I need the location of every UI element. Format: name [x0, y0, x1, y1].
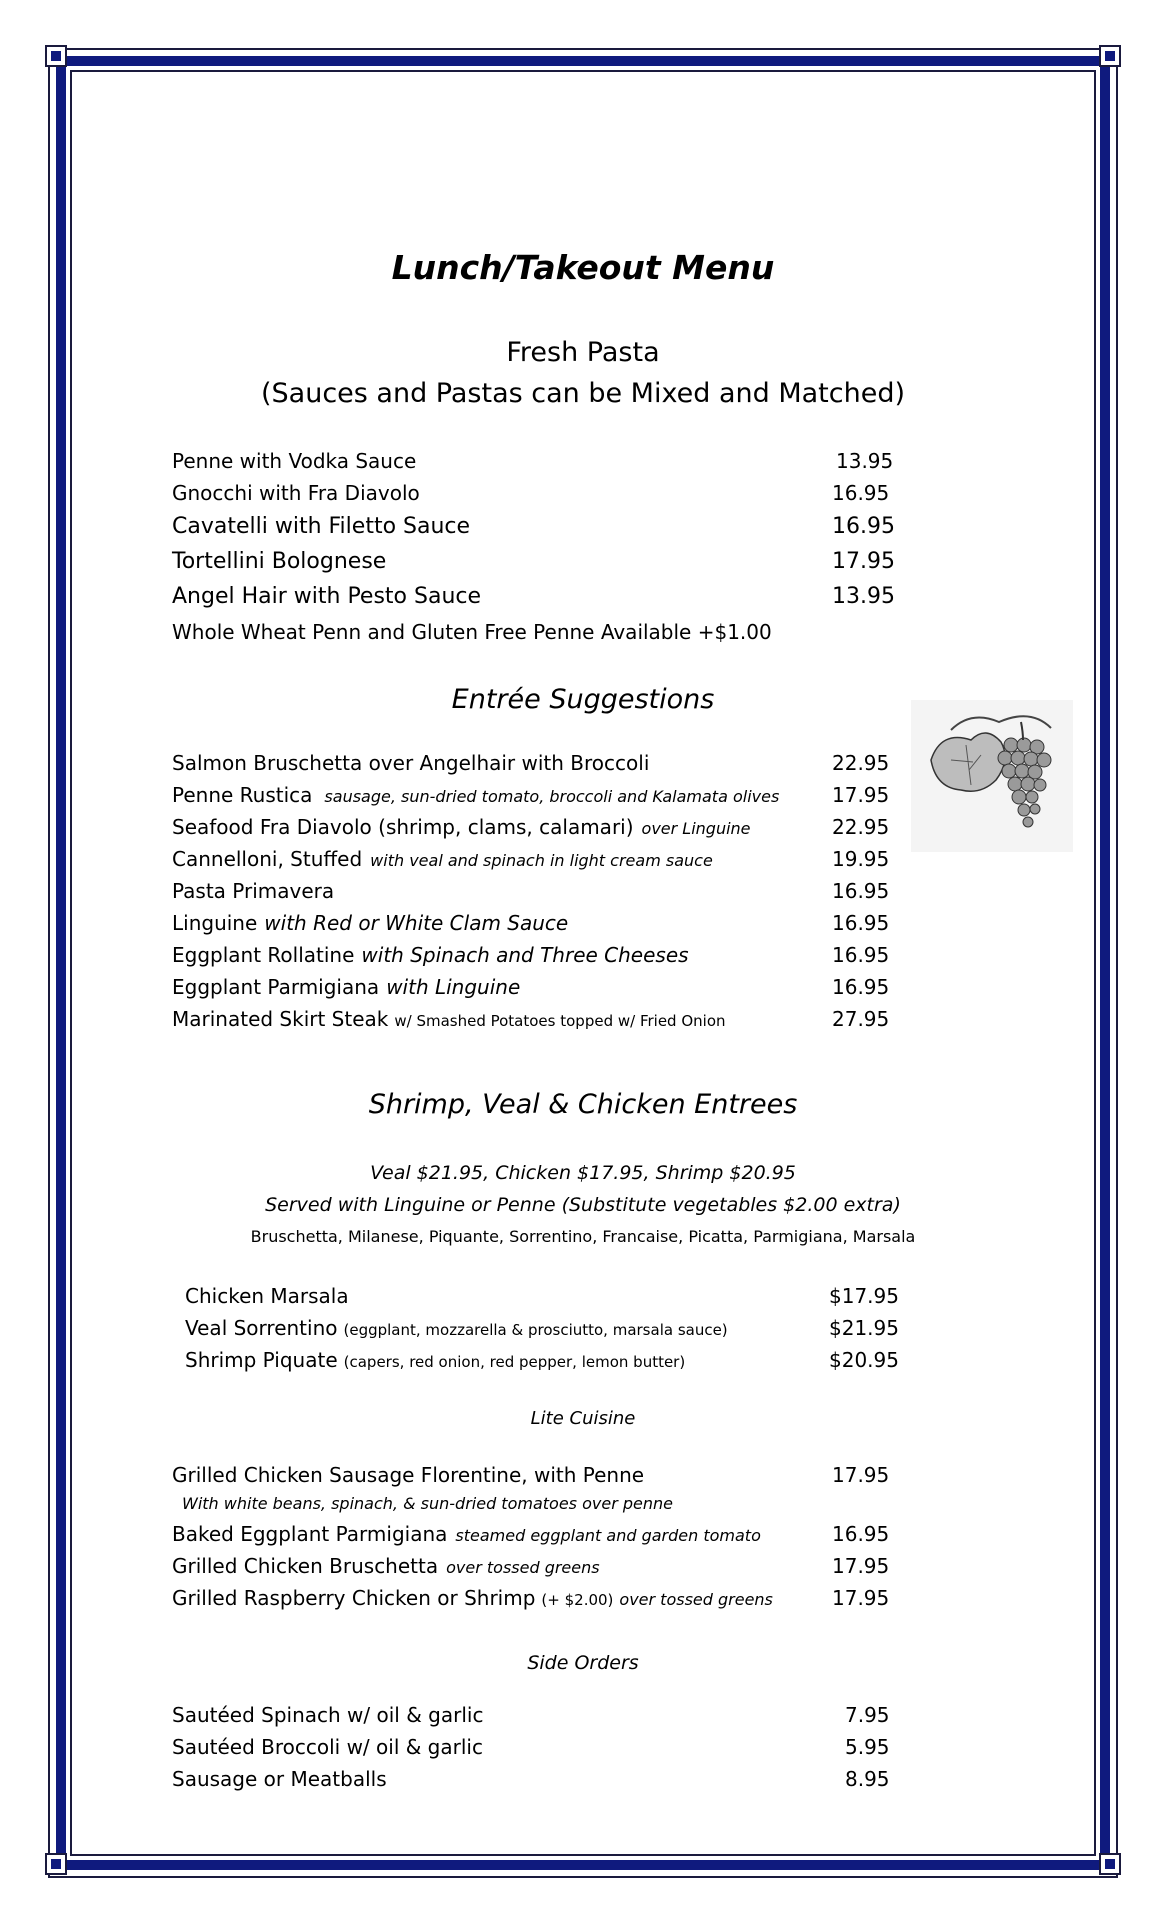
item-name: Penne Rustica: [172, 783, 313, 807]
menu-item: [172, 1522, 912, 1552]
item-price: 13.95: [836, 449, 894, 473]
corner-ornament: [1099, 45, 1121, 67]
menu-item: [172, 943, 912, 973]
item-price: $20.95: [829, 1348, 899, 1372]
item-price: 17.95: [832, 1554, 890, 1578]
item-name: Seafood Fra Diavolo (shrimp, clams, calamari): [172, 815, 634, 839]
corner-ornament: [45, 45, 67, 67]
item-name: Eggplant Parmigiana: [172, 975, 380, 999]
item-name: Linguine: [172, 911, 258, 935]
item-price: 8.95: [845, 1767, 890, 1791]
menu-item: [172, 751, 912, 781]
item-name: Eggplant Rollatine: [172, 943, 355, 967]
item-name: Gnocchi with Fra Diavolo: [172, 481, 420, 505]
menu-item: [172, 1554, 912, 1584]
menu-item: [172, 847, 912, 877]
entree-heading: Entrée Suggestions: [451, 684, 715, 715]
menu-item: [172, 1463, 912, 1493]
item-price: 22.95: [832, 751, 890, 775]
item-price: 19.95: [832, 847, 890, 871]
item-price: 16.95: [832, 1522, 890, 1546]
menu-item: [172, 911, 912, 941]
svc-prices-line: Veal $21.95, Chicken $17.95, Shrimp $20.95: [370, 1162, 796, 1184]
item-price: 16.95: [832, 943, 890, 967]
menu-item: [172, 975, 912, 1005]
item-price: 16.95: [832, 975, 890, 999]
item-name: Chicken Marsala: [185, 1284, 349, 1308]
item-price: 22.95: [832, 815, 890, 839]
item-name: Penne with Vodka Sauce: [172, 449, 417, 473]
menu-item: [172, 549, 912, 579]
fresh-pasta-subheading: (Sauces and Pastas can be Mixed and Matched): [260, 378, 906, 409]
lite-heading: Lite Cuisine: [530, 1408, 636, 1429]
item-price: 7.95: [845, 1703, 890, 1727]
item-description: with veal and spinach in light cream sauce: [370, 851, 713, 870]
item-description: over tossed greens: [619, 1590, 773, 1609]
item-price: 16.95: [832, 481, 890, 505]
menu-item: [172, 1767, 912, 1797]
pasta-note: [172, 620, 912, 650]
item-price: 16.95: [832, 911, 890, 935]
grape-illustration: [911, 700, 1073, 852]
item-description: with Linguine: [386, 975, 521, 999]
item-name: Tortellini Bolognese: [172, 549, 387, 574]
item-name: Angel Hair with Pesto Sauce: [172, 584, 482, 609]
menu-item: [172, 879, 912, 909]
menu-item: [172, 1735, 912, 1765]
item-name: Baked Eggplant Parmigiana: [172, 1522, 448, 1546]
item-name: Cavatelli with Filetto Sauce: [172, 514, 471, 539]
svc-styles-line: Bruschetta, Milanese, Piquante, Sorrentino, Francaise, Picatta, Parmigiana, Marsala: [250, 1227, 916, 1246]
item-description: (capers, red onion, red pepper, lemon butter): [343, 1353, 686, 1371]
item-name: Cannelloni, Stuffed: [172, 847, 363, 871]
svc-heading: Shrimp, Veal & Chicken Entrees: [368, 1089, 798, 1120]
item-price: 17.95: [832, 549, 895, 574]
menu-title: Lunch/Takeout Menu: [391, 248, 775, 287]
item-name: Grilled Chicken Sausage Florentine, with Penne: [172, 1463, 645, 1487]
item-name: Pasta Primavera: [172, 879, 335, 903]
menu-item: [172, 1703, 912, 1733]
item-name: Sautéed Broccoli w/ oil & garlic: [172, 1735, 483, 1759]
menu-item: [185, 1348, 925, 1378]
item-price: 17.95: [832, 1463, 890, 1487]
item-description: with Spinach and Three Cheeses: [361, 943, 689, 967]
item-name: Veal Sorrentino: [185, 1316, 338, 1340]
item-price: 16.95: [832, 514, 895, 539]
menu-item: [172, 514, 912, 544]
menu-item: [185, 1316, 925, 1346]
menu-item: [172, 1586, 912, 1616]
item-name: Sausage or Meatballs: [172, 1767, 387, 1791]
item-price: 17.95: [832, 783, 890, 807]
fresh-pasta-heading: Fresh Pasta: [506, 337, 660, 368]
sides-heading: Side Orders: [527, 1652, 639, 1674]
item-price: 27.95: [832, 1007, 890, 1031]
item-description: w/ Smashed Potatoes topped w/ Fried Onion: [394, 1012, 726, 1030]
svc-served-line: Served with Linguine or Penne (Substitute vegetables $2.00 extra): [265, 1194, 901, 1216]
item-price: 16.95: [832, 879, 890, 903]
menu-item: [172, 481, 912, 511]
corner-ornament: [1099, 1853, 1121, 1875]
menu-item: [172, 815, 912, 845]
item-description: over Linguine: [641, 819, 751, 838]
corner-ornament: [45, 1853, 67, 1875]
note-text: Whole Wheat Penn and Gluten Free Penne Available +$1.00: [172, 620, 772, 644]
item-name: Salmon Bruschetta over Angelhair with Broccoli: [172, 751, 650, 775]
item-name: Marinated Skirt Steak: [172, 1007, 389, 1031]
item-description: with Red or White Clam Sauce: [264, 911, 569, 935]
item-description: (eggplant, mozzarella & prosciutto, marsala sauce): [343, 1321, 728, 1339]
item-price: 17.95: [832, 1586, 890, 1610]
menu-item: [172, 584, 912, 614]
menu-item: [172, 1007, 912, 1037]
item-price: 5.95: [845, 1735, 890, 1759]
item-description: sausage, sun-dried tomato, broccoli and Kalamata olives: [324, 787, 780, 806]
menu-item: [185, 1284, 925, 1314]
menu-item: [172, 449, 912, 479]
item-price: $21.95: [829, 1316, 899, 1340]
item-name: Grilled Chicken Bruschetta: [172, 1554, 439, 1578]
item-surcharge: (+ $2.00): [541, 1591, 614, 1609]
item-name: Shrimp Piquate: [185, 1348, 338, 1372]
item-description: over tossed greens: [446, 1558, 600, 1577]
item-note: With white beans, spinach, & sun-dried tomatoes over penne: [182, 1494, 673, 1513]
item-name: Sautéed Spinach w/ oil & garlic: [172, 1703, 484, 1727]
item-price: 13.95: [832, 584, 895, 609]
item-price: $17.95: [829, 1284, 899, 1308]
item-description: steamed eggplant and garden tomato: [455, 1526, 761, 1545]
menu-item: [172, 783, 912, 813]
item-name: Grilled Raspberry Chicken or Shrimp: [172, 1586, 536, 1610]
